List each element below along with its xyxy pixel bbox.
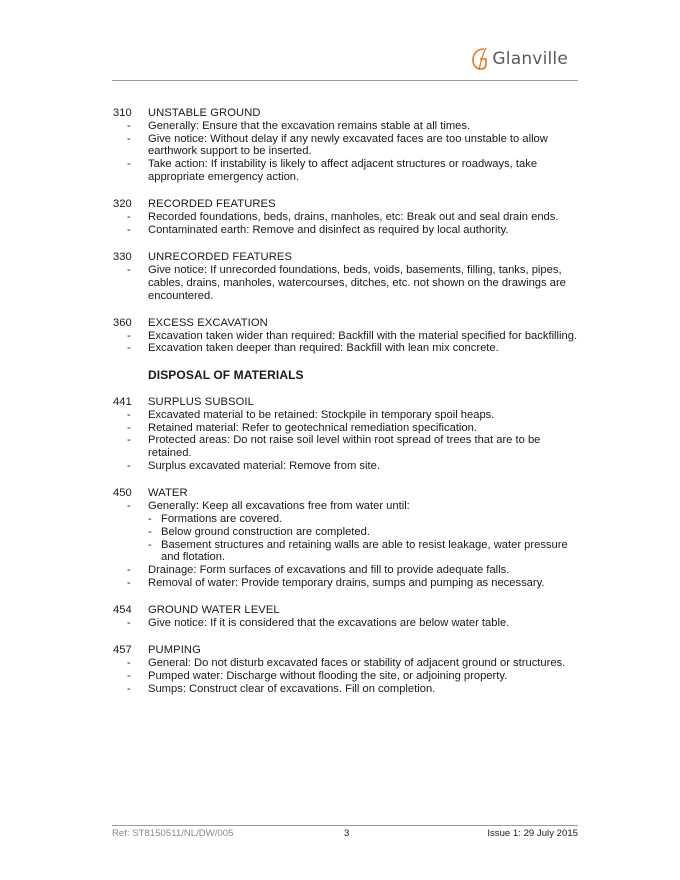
- header-divider: [112, 80, 578, 81]
- list-item-text: Excavated material to be retained: Stockpile in temporary spoil heaps.: [148, 408, 495, 421]
- bullet-dash: -: [127, 329, 131, 342]
- page-footer: [112, 828, 578, 840]
- section-heading: [113, 317, 578, 330]
- list-item-text: Retained material: Refer to geotechnical remediation specification.: [148, 421, 477, 434]
- list-item-text: General: Do not disturb excavated faces or stability of adjacent ground or structures.: [148, 657, 566, 670]
- section-454: [113, 604, 578, 630]
- section-title: UNRECORDED FEATURES: [148, 251, 293, 264]
- list-item-text: Excavation taken deeper than required: Backfill with lean mix concrete.: [148, 342, 499, 355]
- list-item: [113, 500, 578, 564]
- list-item: [113, 683, 578, 696]
- section-title: UNSTABLE GROUND: [148, 107, 261, 119]
- list-item-text: Excavation taken wider than required: Backfill with the material specified for backfilling.: [148, 329, 578, 342]
- section-title: GROUND WATER LEVEL: [148, 604, 280, 617]
- list-item: [113, 422, 578, 435]
- list-item-text: Generally: Ensure that the excavation remains stable at all times.: [148, 119, 471, 132]
- section-title: PUMPING: [148, 644, 201, 657]
- list-item-text: Recorded foundations, beds, drains, manholes, etc: Break out and seal drain ends.: [148, 211, 559, 224]
- bullet-dash: -: [127, 434, 131, 447]
- bullet-dash: -: [127, 500, 131, 513]
- section-457: [113, 644, 578, 695]
- company-logo: [470, 44, 568, 74]
- logo-text: Glanville: [492, 49, 568, 69]
- list-item: [113, 224, 578, 237]
- section-320: [113, 198, 578, 236]
- sub-list-item-text: Basement structures and retaining walls are able to resist leakage, water pressure and flotation.: [161, 538, 568, 564]
- section-number: 320: [113, 198, 132, 211]
- sub-list-item-text: Formations are covered.: [161, 512, 283, 525]
- list-item: [113, 120, 578, 133]
- section-number: 441: [113, 396, 132, 409]
- glanville-g-icon: [470, 46, 490, 72]
- list-item-text: Contaminated earth: Remove and disinfect as required by local authority.: [148, 223, 509, 236]
- bullet-dash: -: [127, 263, 131, 276]
- section-number: 454: [113, 604, 132, 617]
- sub-list-item: [148, 526, 578, 539]
- list-item-text: Pumped water: Discharge without flooding the site, or adjoining property.: [148, 669, 508, 682]
- bullet-dash: -: [127, 342, 131, 355]
- section-310: [113, 107, 578, 184]
- list-item-text: Give notice: If it is considered that the excavations are below water table.: [148, 617, 510, 629]
- bullet-dash: -: [127, 669, 131, 682]
- section-number: 457: [113, 644, 132, 657]
- section-title: EXCESS EXCAVATION: [148, 316, 268, 329]
- sections-group-a: [113, 107, 578, 355]
- section-330: [113, 251, 578, 302]
- list-item-text: Removal of water: Provide temporary drains, sumps and pumping as necessary.: [148, 576, 545, 589]
- list-item: [113, 330, 578, 343]
- sub-list-item: [148, 539, 578, 565]
- section-heading: [113, 107, 578, 120]
- bullet-dash: -: [127, 408, 131, 421]
- bullet-dash: -: [127, 421, 131, 434]
- list-item-text: Drainage: Form surfaces of excavations and fill to provide adequate falls.: [148, 564, 510, 577]
- section-number: 330: [113, 251, 132, 264]
- list-item: [113, 342, 578, 355]
- bullet-dash: -: [127, 682, 131, 695]
- section-title: WATER: [148, 487, 188, 500]
- sub-list-item: [148, 513, 578, 526]
- bullet-dash: -: [127, 564, 131, 577]
- bullet-dash: -: [127, 460, 131, 473]
- list-item: [113, 211, 578, 224]
- section-heading: [113, 644, 578, 657]
- bullet-dash: -: [148, 538, 152, 551]
- list-item-text: Take action: If instability is likely to affect adjacent structures or roadways, take appropriate emergency action.: [148, 158, 538, 183]
- section-title: RECORDED FEATURES: [148, 198, 276, 211]
- section-number: 310: [113, 107, 132, 119]
- list-item: [113, 158, 578, 184]
- bullet-dash: -: [148, 525, 152, 538]
- sub-list: [148, 513, 578, 564]
- section-number: 450: [113, 487, 132, 500]
- sub-list-item-text: Below ground construction are completed.: [161, 525, 370, 538]
- list-item-text: Give notice: Without delay if any newly excavated faces are too unstable to allow earthwork support to be inserted.: [148, 132, 548, 158]
- list-item: [113, 409, 578, 422]
- bullet-dash: -: [127, 576, 131, 589]
- section-number: 360: [113, 316, 132, 329]
- list-item-text: Surplus excavated material: Remove from site.: [148, 460, 380, 473]
- list-item-text: Give notice: If unrecorded foundations, beds, voids, basements, filling, tanks, pipes, cables, drains, manholes, watercourses, ditches, etc. not shown on the drawings are encountered.: [148, 263, 566, 302]
- list-item-text: Generally: Keep all excavations free from water until:: [148, 500, 410, 513]
- list-item: [113, 657, 578, 670]
- document-body: [113, 107, 578, 710]
- bullet-dash: -: [127, 657, 131, 670]
- section-450: [113, 487, 578, 589]
- document-reference: Ref: ST8150511/NL/DW/005: [112, 828, 234, 839]
- section-heading: [113, 604, 578, 617]
- bullet-dash: -: [127, 617, 131, 629]
- list-item: [113, 617, 578, 630]
- list-item: [113, 670, 578, 683]
- list-item: [113, 564, 578, 577]
- list-item: [113, 460, 578, 473]
- list-item: [113, 434, 578, 460]
- bullet-dash: -: [127, 119, 131, 132]
- section-title: SURPLUS SUBSOIL: [148, 396, 254, 409]
- section-heading: [113, 198, 578, 211]
- bullet-dash: -: [148, 512, 152, 525]
- issue-date: Issue 1: 29 July 2015: [487, 828, 578, 839]
- disposal-of-materials-heading: DISPOSAL OF MATERIALS: [148, 367, 304, 382]
- bullet-dash: -: [127, 223, 131, 236]
- page-number: 3: [344, 828, 350, 839]
- section-heading: [113, 251, 578, 264]
- bullet-dash: -: [127, 132, 131, 145]
- bullet-dash: -: [127, 211, 131, 224]
- footer-divider: [112, 825, 578, 826]
- list-item: [113, 133, 578, 159]
- section-441: [113, 396, 578, 473]
- list-item-text: Sumps: Construct clear of excavations. Fill on completion.: [148, 682, 436, 695]
- section-360: [113, 317, 578, 355]
- sections-group-b: [113, 604, 578, 695]
- list-item: [113, 264, 578, 302]
- list-item-text: Protected areas: Do not raise soil level within root spread of trees that are to be retained.: [148, 434, 541, 460]
- bullet-dash: -: [127, 158, 131, 171]
- list-item: [113, 577, 578, 590]
